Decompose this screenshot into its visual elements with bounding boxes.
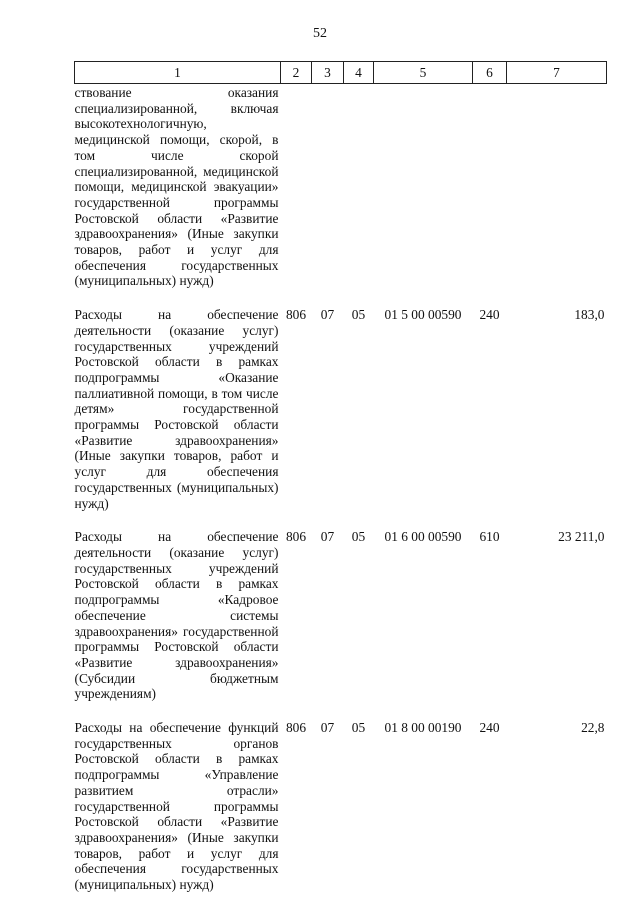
column-header-target-article: 5 <box>374 62 473 84</box>
row-ministry: 806 <box>285 307 307 323</box>
row-description: Расходы на обеспечение функций государственных органов Ростовской области в рамках подпрограммы «Управление развитием отрасли» государственной программы Ростовской области «Развитие здравоохранения» (Иные закупки товаров, работ и услуг для обеспечения государственных (муниципальных) нужд) <box>74 720 279 893</box>
column-header-subsection: 4 <box>344 62 374 84</box>
row-subsection <box>344 84 374 290</box>
row-amount: 22,8 <box>581 720 605 736</box>
row-ministry <box>281 84 312 290</box>
row-ministry: 806 <box>285 529 307 545</box>
row-amount: 23 211,0 <box>558 529 605 545</box>
row-description: Расходы на обеспечение деятельности (оказание услуг) государственных учреждений Ростовской области в рамках подпрограммы «Оказание паллиативной помощи, в том числе детям» государственной программы Ростовской области «Развитие здравоохранения» (Иные закупки товаров, работ и услуг для обеспечения государственных (муниципальных) нужд) <box>74 307 279 511</box>
table-row <box>75 702 607 893</box>
table-row <box>75 511 607 702</box>
row-amount: 183,0 <box>574 307 605 323</box>
row-section <box>312 84 344 290</box>
row-section: 07 <box>320 529 335 545</box>
column-header-expense-type: 6 <box>473 62 507 84</box>
row-description: Расходы на обеспечение деятельности (оказание услуг) государственных учреждений Ростовской области в рамках подпрограммы «Кадровое обеспечение системы здравоохранения» государственной программы Ростовской области «Развитие здравоохранения» (Субсидии бюджетным учреждениям) <box>74 529 279 702</box>
budget-table <box>74 61 607 893</box>
table-header <box>75 62 607 84</box>
table-row <box>75 84 607 290</box>
row-subsection: 05 <box>351 307 366 323</box>
row-expense-type: 240 <box>479 307 500 323</box>
row-target-article: 01 8 00 00190 <box>384 720 462 736</box>
row-expense-type: 610 <box>479 529 500 545</box>
header-row <box>75 62 607 84</box>
row-expense-type <box>473 84 507 290</box>
row-section: 07 <box>320 720 335 736</box>
row-amount <box>507 84 607 290</box>
column-header-ministry: 2 <box>281 62 312 84</box>
table-body <box>75 84 607 893</box>
row-description: ствование оказания специализированной, включая высокотехнологичную, медицинской помощи, скорой, в том числе скорой специализированной, медицинской помощи, медицинской эвакуации» государственной программы Ростовской области «Развитие здравоохранения» (Иные закупки товаров, работ и услуг для обеспечения государственных (муниципальных) нужд) <box>74 85 279 289</box>
column-header-description: 1 <box>75 62 281 84</box>
column-header-amount: 7 <box>507 62 607 84</box>
row-target-article: 01 6 00 00590 <box>384 529 462 545</box>
row-target-article: 01 5 00 00590 <box>384 307 462 323</box>
column-header-section: 3 <box>312 62 344 84</box>
row-subsection: 05 <box>351 720 366 736</box>
row-expense-type: 240 <box>479 720 500 736</box>
row-subsection: 05 <box>351 529 366 545</box>
page-number: 52 <box>313 26 327 41</box>
row-target-article <box>374 84 473 290</box>
row-ministry: 806 <box>285 720 307 736</box>
row-section: 07 <box>320 307 335 323</box>
table-row <box>75 289 607 511</box>
